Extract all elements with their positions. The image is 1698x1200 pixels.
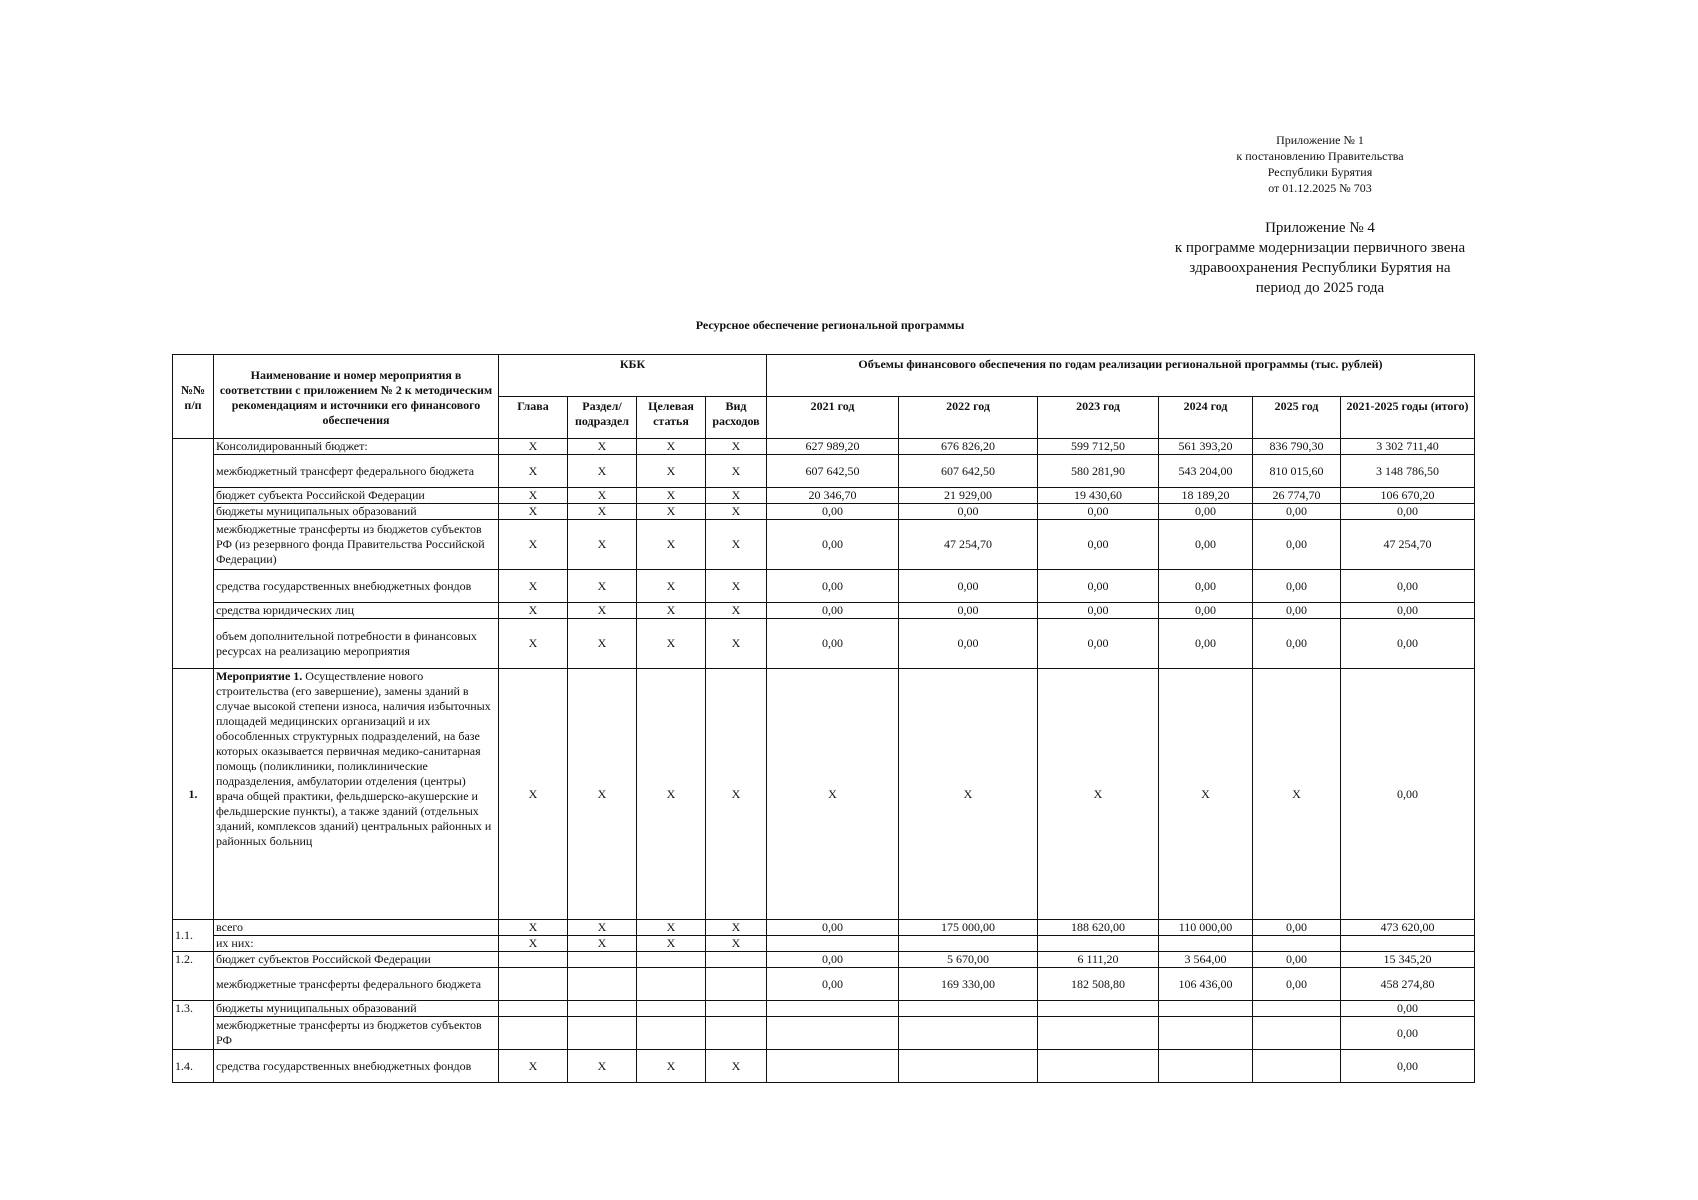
table-row [173, 439, 1475, 455]
row-name: Консолидированный бюджет: [214, 439, 499, 455]
kbk-cell: X [637, 920, 706, 936]
kbk-cell: X [637, 455, 706, 488]
value-cell: 6 111,20 [1038, 952, 1159, 968]
value-cell: 0,00 [1159, 504, 1253, 520]
row-num [173, 439, 214, 669]
value-cell [767, 1050, 899, 1083]
col-header-year: 2024 год [1159, 397, 1253, 439]
value-cell: 0,00 [767, 968, 899, 1001]
kbk-cell: X [706, 1050, 767, 1083]
kbk-cell: X [499, 669, 568, 920]
kbk-cell: X [706, 439, 767, 455]
value-cell [1253, 1001, 1341, 1017]
kbk-cell: X [568, 603, 637, 619]
col-header-year: 2023 год [1038, 397, 1159, 439]
value-cell: 0,00 [1038, 504, 1159, 520]
value-cell: 0,00 [1253, 952, 1341, 968]
value-cell [1253, 1017, 1341, 1050]
row-name: бюджеты муниципальных образований [214, 504, 499, 520]
row-name: межбюджетные трансферты из бюджетов субъектов РФ [214, 1017, 499, 1050]
kbk-cell: X [706, 570, 767, 603]
value-cell [1341, 936, 1475, 952]
kbk-cell: X [568, 488, 637, 504]
value-cell: 0,00 [1253, 504, 1341, 520]
value-cell: 473 620,00 [1341, 920, 1475, 936]
value-cell: 0,00 [1038, 520, 1159, 570]
value-cell: 106 670,20 [1341, 488, 1475, 504]
value-cell: 0,00 [767, 570, 899, 603]
value-cell: 0,00 [1341, 1050, 1475, 1083]
kbk-cell: X [499, 504, 568, 520]
kbk-cell [637, 952, 706, 968]
col-header-kbk-sub: Глава [499, 397, 568, 439]
appendix-note-line: к программе модернизации первичного звена [1174, 240, 1466, 256]
col-header-name: Наименование и номер мероприятия в соответствии с приложением № 2 к методическим рекомендациям и источники его финансового обеспечения [214, 355, 499, 439]
value-cell [1038, 936, 1159, 952]
col-header-year: 2021 год [767, 397, 899, 439]
resolution-note-line: Приложение № 1 [1276, 133, 1364, 147]
appendix-note-line: период до 2025 года [1255, 280, 1385, 296]
kbk-cell [568, 1017, 637, 1050]
kbk-cell: X [499, 920, 568, 936]
kbk-cell: X [499, 520, 568, 570]
value-cell: 0,00 [767, 619, 899, 669]
kbk-cell [706, 952, 767, 968]
table-header-row [173, 355, 1475, 397]
row-name: бюджет субъектов Российской Федерации [214, 952, 499, 968]
kbk-cell: X [568, 936, 637, 952]
kbk-cell: X [568, 920, 637, 936]
value-cell [899, 1017, 1038, 1050]
value-cell: 543 204,00 [1159, 455, 1253, 488]
value-cell [767, 1001, 899, 1017]
value-cell [767, 936, 899, 952]
row-num: 1. [173, 669, 214, 920]
resource-table [172, 354, 1475, 1083]
value-cell: 561 393,20 [1159, 439, 1253, 455]
value-cell: 18 189,20 [1159, 488, 1253, 504]
value-cell: X [767, 669, 899, 920]
kbk-cell: X [637, 439, 706, 455]
kbk-cell: X [637, 570, 706, 603]
kbk-cell: X [568, 1050, 637, 1083]
kbk-cell: X [499, 936, 568, 952]
value-cell [899, 1001, 1038, 1017]
value-cell: 188 620,00 [1038, 920, 1159, 936]
value-cell: 0,00 [1159, 603, 1253, 619]
value-cell [1253, 1050, 1341, 1083]
table-row [173, 968, 1475, 1001]
value-cell: 20 346,70 [767, 488, 899, 504]
table-row [173, 455, 1475, 488]
kbk-cell [499, 952, 568, 968]
kbk-cell: X [706, 619, 767, 669]
value-cell [1038, 1050, 1159, 1083]
value-cell: 3 564,00 [1159, 952, 1253, 968]
kbk-cell: X [568, 455, 637, 488]
value-cell: 175 000,00 [899, 920, 1038, 936]
value-cell: 0,00 [1253, 968, 1341, 1001]
value-cell: 0,00 [899, 504, 1038, 520]
kbk-cell [637, 968, 706, 1001]
resolution-note-line: Республики Бурятия [1267, 165, 1373, 179]
kbk-cell: X [706, 603, 767, 619]
value-cell: 810 015,60 [1253, 455, 1341, 488]
row-num: 1.1. [173, 920, 214, 952]
kbk-cell: X [637, 1050, 706, 1083]
kbk-cell [637, 1017, 706, 1050]
value-cell: 0,00 [1341, 570, 1475, 603]
kbk-cell: X [706, 488, 767, 504]
kbk-cell: X [499, 619, 568, 669]
value-cell: 3 148 786,50 [1341, 455, 1475, 488]
value-cell: 0,00 [1159, 570, 1253, 603]
value-cell: 0,00 [899, 570, 1038, 603]
value-cell: 0,00 [767, 920, 899, 936]
value-cell: 0,00 [1341, 619, 1475, 669]
table-row [173, 603, 1475, 619]
value-cell: 182 508,80 [1038, 968, 1159, 1001]
kbk-cell: X [637, 504, 706, 520]
col-header-year: 2021-2025 годы (итого) [1341, 397, 1475, 439]
value-cell: 26 774,70 [1253, 488, 1341, 504]
table-row [173, 1017, 1475, 1050]
kbk-cell: X [706, 936, 767, 952]
row-name: средства государственных внебюджетных фондов [214, 1050, 499, 1083]
value-cell: 627 989,20 [767, 439, 899, 455]
value-cell: 0,00 [1253, 619, 1341, 669]
kbk-cell [706, 968, 767, 1001]
value-cell: 0,00 [899, 619, 1038, 669]
value-cell: 0,00 [1038, 619, 1159, 669]
kbk-cell: X [499, 488, 568, 504]
kbk-cell [637, 1001, 706, 1017]
row-name [214, 669, 499, 920]
value-cell [1159, 1017, 1253, 1050]
table-row [173, 520, 1475, 570]
value-cell: 0,00 [767, 504, 899, 520]
col-header-year: 2025 год [1253, 397, 1341, 439]
value-cell: 599 712,50 [1038, 439, 1159, 455]
col-header-kbk-sub: Целевая статья [637, 397, 706, 439]
col-header-num: №№ п/п [173, 355, 214, 439]
value-cell [1038, 1017, 1159, 1050]
appendix-note [1140, 218, 1500, 298]
row-name: средства юридических лиц [214, 603, 499, 619]
value-cell: X [899, 669, 1038, 920]
value-cell: 0,00 [1159, 619, 1253, 669]
kbk-cell: X [499, 603, 568, 619]
kbk-cell: X [499, 455, 568, 488]
kbk-cell: X [706, 455, 767, 488]
kbk-cell: X [568, 520, 637, 570]
value-cell: X [1159, 669, 1253, 920]
page-title: Ресурсное обеспечение региональной программы [695, 318, 965, 332]
value-cell: 0,00 [1038, 570, 1159, 603]
kbk-cell: X [499, 439, 568, 455]
kbk-cell: X [637, 619, 706, 669]
measure-description: Осуществление нового строительства (его завершение), замены зданий в случае высокой степени износа, наличия избыточных площадей медицинских организаций и их обособленных структурных подразделений, на базе которых оказывается первичная медико-санитарная помощь (поликлиники, поликлинические подразделения, амбулатории отделения (центры) врача общей практики, фельдшерско-акушерские и фельдшерские пункты), а также зданий (отдельных зданий, комплексов зданий) центральных районных и районных больниц [216, 669, 492, 848]
kbk-cell: X [568, 619, 637, 669]
kbk-cell [499, 1001, 568, 1017]
resolution-note [1170, 132, 1470, 196]
kbk-cell: X [568, 504, 637, 520]
value-cell: 106 436,00 [1159, 968, 1253, 1001]
value-cell [1038, 1001, 1159, 1017]
kbk-cell: X [706, 920, 767, 936]
row-name: объем дополнительной потребности в финансовых ресурсах на реализацию мероприятия [214, 619, 499, 669]
resolution-note-line: от 01.12.2025 № 703 [1268, 181, 1372, 195]
value-cell: 0,00 [767, 952, 899, 968]
table-row-measure-1 [173, 669, 1475, 920]
value-cell: X [1253, 669, 1341, 920]
kbk-cell [499, 1017, 568, 1050]
kbk-cell [568, 1001, 637, 1017]
col-header-kbk-sub: Вид расходов [706, 397, 767, 439]
value-cell: 0,00 [767, 603, 899, 619]
value-cell [1159, 1050, 1253, 1083]
kbk-cell: X [706, 669, 767, 920]
row-num: 1.2. [173, 952, 214, 1001]
value-cell: 47 254,70 [1341, 520, 1475, 570]
value-cell [899, 936, 1038, 952]
kbk-cell: X [568, 570, 637, 603]
value-cell: 169 330,00 [899, 968, 1038, 1001]
value-cell: 0,00 [1253, 520, 1341, 570]
row-name: межбюджетные трансферты из бюджетов субъектов РФ (из резервного фонда Правительства Российской Федерации) [214, 520, 499, 570]
row-name: их них: [214, 936, 499, 952]
value-cell: 0,00 [1253, 570, 1341, 603]
table-row [173, 952, 1475, 968]
value-cell: 0,00 [1159, 520, 1253, 570]
row-name: межбюджетный трансферт федерального бюджета [214, 455, 499, 488]
kbk-cell [706, 1017, 767, 1050]
table-row [173, 1050, 1475, 1083]
kbk-cell: X [637, 936, 706, 952]
row-num: 1.3. [173, 1001, 214, 1050]
table-row [173, 920, 1475, 936]
row-name: всего [214, 920, 499, 936]
table-row [173, 936, 1475, 952]
value-cell: 110 000,00 [1159, 920, 1253, 936]
value-cell [899, 1050, 1038, 1083]
kbk-cell: X [637, 520, 706, 570]
col-header-kbk-sub: Раздел/ подраздел [568, 397, 637, 439]
value-cell: 0,00 [1341, 669, 1475, 920]
col-header-volumes: Объемы финансового обеспечения по годам реализации региональной программы (тыс. рублей) [767, 355, 1475, 397]
value-cell: 0,00 [1341, 603, 1475, 619]
value-cell [1253, 936, 1341, 952]
value-cell: 607 642,50 [767, 455, 899, 488]
measure-title: Мероприятие 1. [216, 669, 303, 683]
value-cell: 15 345,20 [1341, 952, 1475, 968]
value-cell: 3 302 711,40 [1341, 439, 1475, 455]
value-cell [1159, 1001, 1253, 1017]
row-name: межбюджетные трансферты федерального бюджета [214, 968, 499, 1001]
value-cell [767, 1017, 899, 1050]
value-cell: 47 254,70 [899, 520, 1038, 570]
kbk-cell [499, 968, 568, 1001]
value-cell: 21 929,00 [899, 488, 1038, 504]
value-cell: 0,00 [1341, 1001, 1475, 1017]
value-cell: 0,00 [1253, 603, 1341, 619]
value-cell: 0,00 [767, 520, 899, 570]
value-cell: 0,00 [1038, 603, 1159, 619]
value-cell: 676 826,20 [899, 439, 1038, 455]
value-cell [1159, 936, 1253, 952]
table-row [173, 570, 1475, 603]
value-cell: 0,00 [1253, 920, 1341, 936]
kbk-cell: X [706, 504, 767, 520]
value-cell: 0,00 [1341, 504, 1475, 520]
value-cell: 19 430,60 [1038, 488, 1159, 504]
row-name: бюджеты муниципальных образований [214, 1001, 499, 1017]
value-cell: 0,00 [1341, 1017, 1475, 1050]
row-num: 1.4. [173, 1050, 214, 1083]
kbk-cell [568, 952, 637, 968]
kbk-cell [568, 968, 637, 1001]
kbk-cell: X [568, 439, 637, 455]
kbk-cell [706, 1001, 767, 1017]
row-name: бюджет субъекта Российской Федерации [214, 488, 499, 504]
table-row [173, 488, 1475, 504]
col-header-kbk: КБК [499, 355, 767, 397]
kbk-cell: X [499, 1050, 568, 1083]
value-cell: 458 274,80 [1341, 968, 1475, 1001]
value-cell: 607 642,50 [899, 455, 1038, 488]
kbk-cell: X [637, 603, 706, 619]
appendix-note-line: здравоохранения Республики Бурятия на [1189, 260, 1451, 276]
col-header-year: 2022 год [899, 397, 1038, 439]
table-row [173, 504, 1475, 520]
table-row [173, 1001, 1475, 1017]
value-cell: 0,00 [899, 603, 1038, 619]
value-cell: X [1038, 669, 1159, 920]
value-cell: 5 670,00 [899, 952, 1038, 968]
row-name: средства государственных внебюджетных фондов [214, 570, 499, 603]
value-cell: 836 790,30 [1253, 439, 1341, 455]
appendix-note-line: Приложение № 4 [1265, 220, 1375, 236]
kbk-cell: X [637, 669, 706, 920]
kbk-cell: X [706, 520, 767, 570]
value-cell: 580 281,90 [1038, 455, 1159, 488]
resolution-note-line: к постановлению Правительства [1236, 149, 1404, 163]
kbk-cell: X [568, 669, 637, 920]
table-row [173, 619, 1475, 669]
kbk-cell: X [637, 488, 706, 504]
kbk-cell: X [499, 570, 568, 603]
